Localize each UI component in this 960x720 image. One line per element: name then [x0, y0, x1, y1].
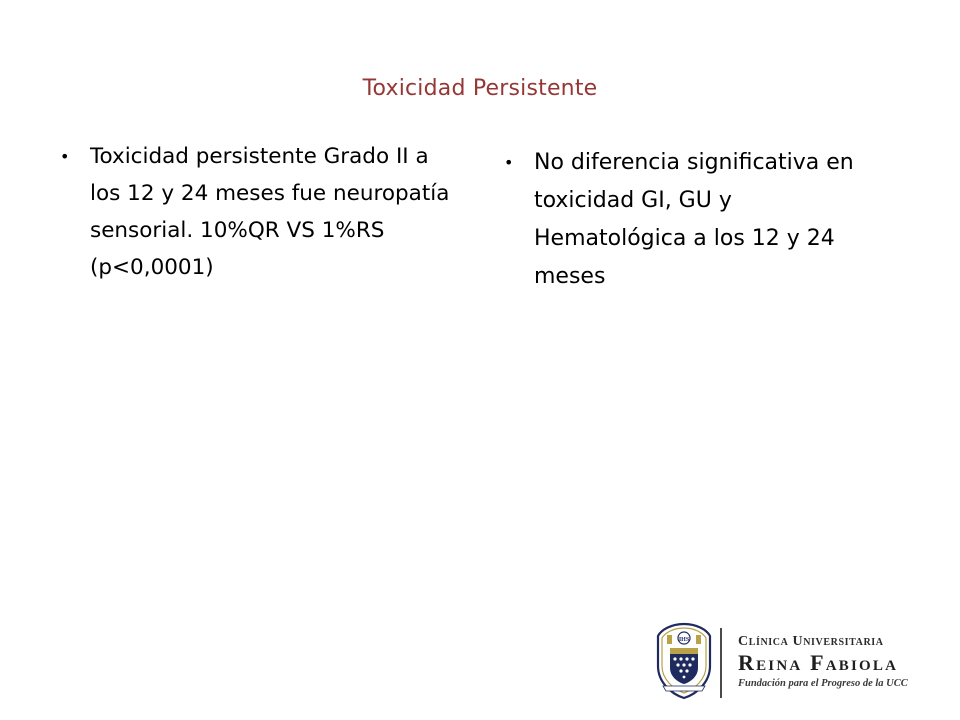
clinic-logo [648, 622, 930, 702]
bullet-dot-icon: • [504, 153, 514, 172]
logo-divider [720, 628, 722, 698]
left-bullet-list [60, 138, 460, 286]
university-seal-icon [653, 622, 715, 700]
bullet-text: Toxicidad persistente Grado II a los 12 y 24 meses fue neuropatía sensorial. 10%QR VS 1%RS (p<0,0001) [90, 144, 450, 280]
bullet-item-persistent-toxicity [60, 138, 460, 286]
bullet-text: No diferencia significativa en toxicidad GI, GU y Hematológica a los 12 y 24 meses [534, 150, 854, 289]
logo-tagline: Fundación para el Progreso de la UCC [738, 678, 908, 689]
slide-title: Toxicidad Persistente [362, 76, 598, 101]
logo-name-line1: Clínica Universitaria [738, 634, 884, 649]
bullet-dot-icon: • [60, 147, 70, 166]
logo-name-line2: Reina Fabiola [738, 650, 899, 675]
svg-text:IHS: IHS [678, 637, 690, 643]
bullet-item-no-significant-difference [504, 144, 884, 296]
right-bullet-list [504, 144, 884, 296]
